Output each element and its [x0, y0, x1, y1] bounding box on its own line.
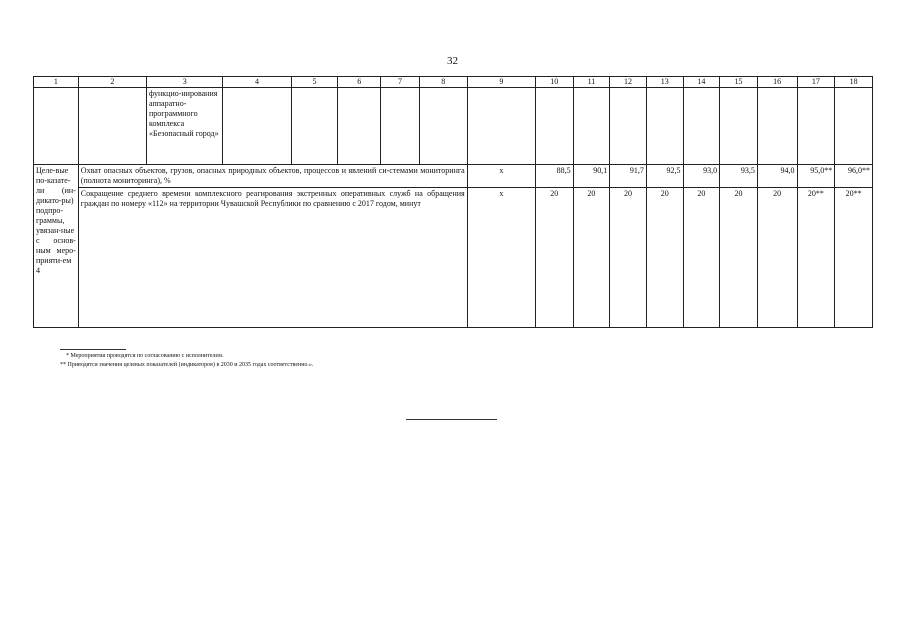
column-number: 6 [338, 77, 381, 88]
indicator-value: 20 [573, 188, 610, 328]
column-number-row [34, 77, 873, 88]
table-row [34, 188, 873, 328]
indicator-value: 20 [610, 188, 647, 328]
indicator-value: 20** [835, 188, 873, 328]
column-number: 18 [835, 77, 873, 88]
column-number: 8 [419, 77, 467, 88]
column-number: 17 [797, 77, 835, 88]
column-number: 7 [381, 77, 420, 88]
column-number: 14 [683, 77, 720, 88]
indicator-value: 93,0 [683, 165, 720, 188]
column-number: 4 [223, 77, 291, 88]
indicator-value: 20** [797, 188, 835, 328]
indicator-mark: x [467, 188, 535, 328]
indicator-name: Сокращение среднего времени комплексного реагирования экстренных оперативных служб на обращения граждан по номеру «112» на территории Чувашской Республики по сравнению с 2017 годом, минут [78, 188, 467, 328]
table-row [34, 165, 873, 188]
indicator-group-label: Целе-вые по-казате-ли (ин-дикато-ры) подпро-граммы, увязан-ные с основ-ным меро-прияти-ем 4 [34, 165, 79, 328]
end-divider [406, 419, 497, 420]
indicator-value: 20 [535, 188, 573, 328]
column-number: 13 [646, 77, 683, 88]
continuation-cell: функцио-нирования аппаратно-программного комплекса «Безопасный город» [147, 88, 223, 165]
footnote-divider [60, 349, 126, 350]
indicator-value: 20 [683, 188, 720, 328]
indicator-value: 90,1 [573, 165, 610, 188]
indicator-mark: x [467, 165, 535, 188]
footnotes [60, 352, 313, 370]
table-row [34, 88, 873, 165]
footnote: * Мероприятия проводятся по согласованию с исполнителем. [66, 353, 224, 359]
indicator-value: 93,5 [720, 165, 758, 188]
page-number: 32 [447, 55, 458, 67]
indicator-value: 96,0** [835, 165, 873, 188]
indicator-value: 91,7 [610, 165, 647, 188]
column-number: 2 [78, 77, 146, 88]
indicator-value: 94,0 [757, 165, 797, 188]
indicator-value: 88,5 [535, 165, 573, 188]
indicator-value: 20 [646, 188, 683, 328]
column-number: 11 [573, 77, 610, 88]
column-number: 16 [757, 77, 797, 88]
column-number: 9 [467, 77, 535, 88]
indicator-value: 20 [720, 188, 758, 328]
indicator-value: 20 [757, 188, 797, 328]
indicator-value: 92,5 [646, 165, 683, 188]
column-number: 12 [610, 77, 647, 88]
indicator-name: Охват опасных объектов, грузов, опасных природных объектов, процессов и явлений си-стемами мониторинга (полнота мониторинга), % [78, 165, 467, 188]
column-number: 5 [291, 77, 338, 88]
column-number: 15 [720, 77, 758, 88]
indicators-table [33, 76, 873, 328]
column-number: 3 [147, 77, 223, 88]
column-number: 10 [535, 77, 573, 88]
column-number: 1 [34, 77, 79, 88]
indicator-value: 95,0** [797, 165, 835, 188]
footnote: ** Приводятся значения целевых показателей (индикаторов) в 2030 и 2035 годах соответственно.». [60, 362, 314, 368]
